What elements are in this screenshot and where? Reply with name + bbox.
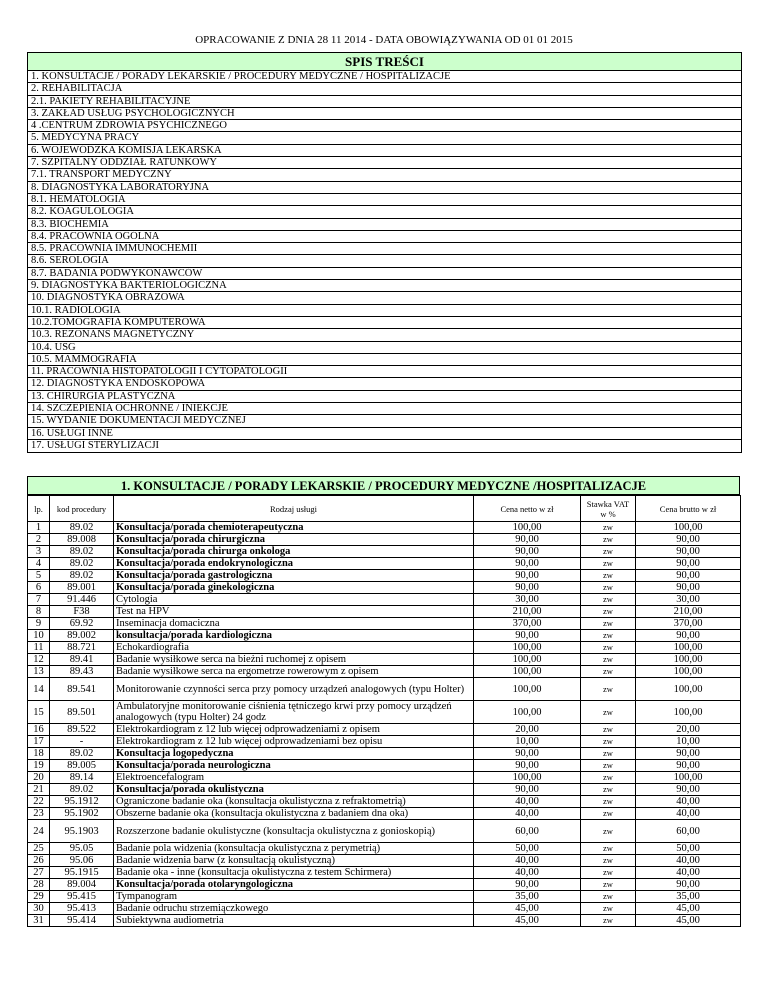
row-lp: 25 bbox=[28, 843, 50, 855]
services-table bbox=[27, 495, 741, 927]
toc-item: 1. KONSULTACJE / PORADY LEKARSKIE / PROCEDURY MEDYCZNE / HOSPITALIZACJE bbox=[28, 71, 741, 83]
row-kod: 89.004 bbox=[50, 879, 114, 891]
table-row bbox=[28, 820, 741, 843]
toc-item: 2.1. PAKIETY REHABILITACYJNE bbox=[28, 96, 741, 108]
table-row bbox=[28, 678, 741, 701]
row-brutto: 90,00 bbox=[636, 879, 741, 891]
row-kod: 95.414 bbox=[50, 915, 114, 927]
row-service-name: Cytologia bbox=[114, 594, 474, 606]
row-vat: zw bbox=[581, 701, 636, 724]
row-netto: 100,00 bbox=[474, 701, 581, 724]
row-netto: 90,00 bbox=[474, 558, 581, 570]
table-row bbox=[28, 915, 741, 927]
col-kod: kod procedury bbox=[50, 496, 114, 522]
table-row bbox=[28, 772, 741, 784]
row-lp: 18 bbox=[28, 748, 50, 760]
row-service-name: Konsultacja/porada chirurgiczna bbox=[114, 534, 474, 546]
row-kod: 89.02 bbox=[50, 784, 114, 796]
row-service-name: Monitorowanie czynności serca przy pomocy urządzeń analogowych (typu Holter) bbox=[114, 678, 474, 701]
row-lp: 17 bbox=[28, 736, 50, 748]
row-netto: 45,00 bbox=[474, 915, 581, 927]
row-netto: 60,00 bbox=[474, 820, 581, 843]
row-netto: 90,00 bbox=[474, 760, 581, 772]
table-row bbox=[28, 796, 741, 808]
row-brutto: 100,00 bbox=[636, 772, 741, 784]
row-kod: 89.501 bbox=[50, 701, 114, 724]
table-row bbox=[28, 808, 741, 820]
table-row bbox=[28, 546, 741, 558]
row-netto: 90,00 bbox=[474, 582, 581, 594]
row-service-name: Obszerne badanie oka (konsultacja okulistyczna z badaniem dna oka) bbox=[114, 808, 474, 820]
row-brutto: 50,00 bbox=[636, 843, 741, 855]
row-lp: 11 bbox=[28, 642, 50, 654]
row-brutto: 90,00 bbox=[636, 784, 741, 796]
toc-item: 10. DIAGNOSTYKA OBRAZOWA bbox=[28, 292, 741, 304]
row-vat: zw bbox=[581, 855, 636, 867]
row-kod: 89.008 bbox=[50, 534, 114, 546]
toc-item: 4 .CENTRUM ZDROWIA PSYCHICZNEGO bbox=[28, 120, 741, 132]
row-netto: 20,00 bbox=[474, 724, 581, 736]
row-lp: 9 bbox=[28, 618, 50, 630]
toc-item: 6. WOJEWÓDZKA KOMISJA LEKARSKA bbox=[28, 145, 741, 157]
toc-item: 8. DIAGNOSTYKA LABORATORYJNA bbox=[28, 182, 741, 194]
row-netto: 90,00 bbox=[474, 784, 581, 796]
col-lp: lp. bbox=[28, 496, 50, 522]
row-netto: 100,00 bbox=[474, 654, 581, 666]
row-service-name: konsultacja/porada kardiologiczna bbox=[114, 630, 474, 642]
row-vat: zw bbox=[581, 618, 636, 630]
row-service-name: Elektroencefalogram bbox=[114, 772, 474, 784]
row-netto: 90,00 bbox=[474, 570, 581, 582]
row-kod: F38 bbox=[50, 606, 114, 618]
row-kod: 89.001 bbox=[50, 582, 114, 594]
row-vat: zw bbox=[581, 808, 636, 820]
row-lp: 19 bbox=[28, 760, 50, 772]
row-netto: 40,00 bbox=[474, 867, 581, 879]
row-service-name: Badanie oka - inne (konsultacja okulistyczna z testem Schirmera) bbox=[114, 867, 474, 879]
table-row bbox=[28, 879, 741, 891]
row-lp: 8 bbox=[28, 606, 50, 618]
row-service-name: Konsultacja/porada ginekologiczna bbox=[114, 582, 474, 594]
row-kod: 95.1903 bbox=[50, 820, 114, 843]
row-kod: 89.02 bbox=[50, 558, 114, 570]
row-brutto: 100,00 bbox=[636, 654, 741, 666]
table-row bbox=[28, 630, 741, 642]
row-brutto: 100,00 bbox=[636, 701, 741, 724]
row-service-name: Elektrokardiogram z 12 lub więcej odprowadzeniami z opisem bbox=[114, 724, 474, 736]
row-vat: zw bbox=[581, 678, 636, 701]
row-vat: zw bbox=[581, 630, 636, 642]
toc-item: 16. USŁUGI INNE bbox=[28, 428, 741, 440]
row-brutto: 45,00 bbox=[636, 915, 741, 927]
row-lp: 3 bbox=[28, 546, 50, 558]
table-row bbox=[28, 903, 741, 915]
row-netto: 370,00 bbox=[474, 618, 581, 630]
row-service-name: Konsultacja/porada okulistyczna bbox=[114, 784, 474, 796]
row-vat: zw bbox=[581, 879, 636, 891]
row-netto: 30,00 bbox=[474, 594, 581, 606]
toc-item: 10.3. REZONANS MAGNETYCZNY bbox=[28, 329, 741, 341]
table-row bbox=[28, 522, 741, 534]
table-row bbox=[28, 654, 741, 666]
row-lp: 14 bbox=[28, 678, 50, 701]
row-vat: zw bbox=[581, 594, 636, 606]
toc-item: 8.4. PRACOWNIA OGÓLNA bbox=[28, 231, 741, 243]
row-vat: zw bbox=[581, 558, 636, 570]
col-rodzaj: Rodzaj usługi bbox=[114, 496, 474, 522]
row-kod: 95.06 bbox=[50, 855, 114, 867]
row-service-name: Konsultacja/porada chirurga onkologa bbox=[114, 546, 474, 558]
table-row bbox=[28, 760, 741, 772]
row-kod: 89.541 bbox=[50, 678, 114, 701]
row-lp: 29 bbox=[28, 891, 50, 903]
table-row bbox=[28, 784, 741, 796]
row-brutto: 210,00 bbox=[636, 606, 741, 618]
row-brutto: 100,00 bbox=[636, 678, 741, 701]
row-brutto: 90,00 bbox=[636, 558, 741, 570]
row-vat: zw bbox=[581, 570, 636, 582]
row-kod: 89.02 bbox=[50, 748, 114, 760]
row-lp: 24 bbox=[28, 820, 50, 843]
row-brutto: 370,00 bbox=[636, 618, 741, 630]
toc-item: 8.7. BADANIA PODWYKONAWCÓW bbox=[28, 268, 741, 280]
toc-item: 8.2. KOAGULOLOGIA bbox=[28, 206, 741, 218]
row-lp: 6 bbox=[28, 582, 50, 594]
table-row bbox=[28, 748, 741, 760]
table-row bbox=[28, 642, 741, 654]
row-netto: 100,00 bbox=[474, 666, 581, 678]
row-netto: 90,00 bbox=[474, 879, 581, 891]
row-vat: zw bbox=[581, 736, 636, 748]
row-netto: 90,00 bbox=[474, 534, 581, 546]
row-netto: 40,00 bbox=[474, 808, 581, 820]
row-kod: 89.41 bbox=[50, 654, 114, 666]
row-kod: 89.02 bbox=[50, 546, 114, 558]
row-brutto: 90,00 bbox=[636, 760, 741, 772]
row-brutto: 40,00 bbox=[636, 867, 741, 879]
toc-item: 15. WYDANIE DOKUMENTACJI MEDYCZNEJ bbox=[28, 415, 741, 427]
row-brutto: 100,00 bbox=[636, 522, 741, 534]
row-brutto: 20,00 bbox=[636, 724, 741, 736]
row-netto: 45,00 bbox=[474, 903, 581, 915]
row-service-name: Inseminacja domaciczna bbox=[114, 618, 474, 630]
document-header: OPRACOWANIE Z DNIA 28 11 2014 - DATA OBOWIĄZYWANIA OD 01 01 2015 bbox=[195, 34, 573, 46]
toc-item: 3. ZAKŁAD USŁUG PSYCHOLOGICZNYCH bbox=[28, 108, 741, 120]
row-brutto: 45,00 bbox=[636, 903, 741, 915]
table-header-row bbox=[28, 496, 741, 522]
table-row bbox=[28, 724, 741, 736]
toc-item: 17. USŁUGI STERYLIZACJI bbox=[31, 439, 160, 451]
toc-item: 10.1. RADIOLOGIA bbox=[28, 305, 741, 317]
row-kod: 95.413 bbox=[50, 903, 114, 915]
table-row bbox=[28, 701, 741, 724]
row-service-name: Test na HPV bbox=[114, 606, 474, 618]
toc-item: 13. CHIRURGIA PLASTYCZNA bbox=[28, 391, 741, 403]
row-lp: 15 bbox=[28, 701, 50, 724]
row-vat: zw bbox=[581, 867, 636, 879]
row-lp: 20 bbox=[28, 772, 50, 784]
toc-item: 12. DIAGNOSTYKA ENDOSKOPOWA bbox=[28, 378, 741, 390]
toc-item: 2. REHABILITACJA bbox=[28, 83, 741, 95]
row-brutto: 30,00 bbox=[636, 594, 741, 606]
toc-item: 8.5. PRACOWNIA IMMUNOCHEMII bbox=[28, 243, 741, 255]
row-vat: zw bbox=[581, 915, 636, 927]
toc-item: 8.6. SEROLOGIA bbox=[28, 255, 741, 267]
col-netto: Cena netto w zł bbox=[474, 496, 581, 522]
row-service-name: Badanie pola widzenia (konsultacja okulistyczna z perymetrią) bbox=[114, 843, 474, 855]
toc-item: 10.5. MAMMOGRAFIA bbox=[28, 354, 741, 366]
row-kod: 95.05 bbox=[50, 843, 114, 855]
row-vat: zw bbox=[581, 534, 636, 546]
row-netto: 35,00 bbox=[474, 891, 581, 903]
row-kod: 89.002 bbox=[50, 630, 114, 642]
table-row bbox=[28, 867, 741, 879]
table-row bbox=[28, 534, 741, 546]
row-lp: 16 bbox=[28, 724, 50, 736]
row-vat: zw bbox=[581, 582, 636, 594]
row-brutto: 90,00 bbox=[636, 748, 741, 760]
row-vat: zw bbox=[581, 796, 636, 808]
row-netto: 90,00 bbox=[474, 748, 581, 760]
row-brutto: 40,00 bbox=[636, 855, 741, 867]
row-lp: 21 bbox=[28, 784, 50, 796]
row-brutto: 10,00 bbox=[636, 736, 741, 748]
row-service-name: Konsultacja/porada endokrynologiczna bbox=[114, 558, 474, 570]
toc-item: 8.3. BIOCHEMIA bbox=[28, 219, 741, 231]
row-netto: 100,00 bbox=[474, 642, 581, 654]
toc-item: 7. SZPITALNY ODDZIAŁ RATUNKOWY bbox=[28, 157, 741, 169]
row-netto: 100,00 bbox=[474, 772, 581, 784]
table-row bbox=[28, 855, 741, 867]
toc-item: 5. MEDYCYNA PRACY bbox=[28, 132, 741, 144]
row-vat: zw bbox=[581, 784, 636, 796]
row-netto: 90,00 bbox=[474, 630, 581, 642]
table-row bbox=[28, 843, 741, 855]
toc-item: 14. SZCZEPIENIA OCHRONNE / INIEKCJE bbox=[28, 403, 741, 415]
row-kod: 89.14 bbox=[50, 772, 114, 784]
row-brutto: 90,00 bbox=[636, 570, 741, 582]
toc-item: 11. PRACOWNIA HISTOPATOLOGII I CYTOPATOLOGII bbox=[28, 366, 741, 378]
row-kod: 89.02 bbox=[50, 522, 114, 534]
row-lp: 26 bbox=[28, 855, 50, 867]
row-kod: 89.005 bbox=[50, 760, 114, 772]
row-kod: 91.446 bbox=[50, 594, 114, 606]
row-vat: zw bbox=[581, 724, 636, 736]
row-service-name: Badanie odruchu strzemiączkowego bbox=[114, 903, 474, 915]
toc-list bbox=[28, 71, 741, 452]
row-service-name: Ambulatoryjne monitorowanie ciśnienia tętniczego krwi przy pomocy urządzeń analogowych (typu Holter) 24 godz bbox=[114, 701, 474, 724]
row-netto: 50,00 bbox=[474, 843, 581, 855]
row-service-name: Ograniczone badanie oka (konsultacja okulistyczna z refraktometrią) bbox=[114, 796, 474, 808]
table-row bbox=[28, 570, 741, 582]
row-lp: 28 bbox=[28, 879, 50, 891]
row-lp: 13 bbox=[28, 666, 50, 678]
row-service-name: Badanie wysiłkowe serca na bieżni ruchomej z opisem bbox=[114, 654, 474, 666]
table-row bbox=[28, 618, 741, 630]
table-row bbox=[28, 594, 741, 606]
table-row bbox=[28, 666, 741, 678]
row-lp: 5 bbox=[28, 570, 50, 582]
row-vat: zw bbox=[581, 843, 636, 855]
col-brutto: Cena brutto w zł bbox=[636, 496, 741, 522]
row-lp: 30 bbox=[28, 903, 50, 915]
row-service-name: Konsultacja/porada gastrologiczna bbox=[114, 570, 474, 582]
table-row bbox=[28, 736, 741, 748]
row-brutto: 60,00 bbox=[636, 820, 741, 843]
row-netto: 40,00 bbox=[474, 796, 581, 808]
row-vat: zw bbox=[581, 642, 636, 654]
row-service-name: Rozszerzone badanie okulistyczne (konsultacja okulistyczna z gonioskopią) bbox=[114, 820, 474, 843]
row-service-name: Badanie widzenia barw (z konsultacją okulistyczną) bbox=[114, 855, 474, 867]
table-row bbox=[28, 582, 741, 594]
row-netto: 40,00 bbox=[474, 855, 581, 867]
row-service-name: Elektrokardiogram z 12 lub więcej odprowadzeniami bez opisu bbox=[114, 736, 474, 748]
section-title: 1. KONSULTACJE / PORADY LEKARSKIE / PROCEDURY MEDYCZNE /HOSPITALIZACJE bbox=[27, 476, 740, 495]
row-lp: 7 bbox=[28, 594, 50, 606]
row-service-name: Badanie wysiłkowe serca na ergometrze rowerowym z opisem bbox=[114, 666, 474, 678]
row-vat: zw bbox=[581, 760, 636, 772]
row-kod: 89.43 bbox=[50, 666, 114, 678]
toc-item: 10.2.TOMOGRAFIA KOMPUTEROWA bbox=[28, 317, 741, 329]
row-netto: 100,00 bbox=[474, 678, 581, 701]
row-vat: zw bbox=[581, 522, 636, 534]
row-kod: 69.92 bbox=[50, 618, 114, 630]
table-of-contents bbox=[27, 52, 742, 453]
row-service-name: Konsultacja logopedyczna bbox=[114, 748, 474, 760]
row-lp: 2 bbox=[28, 534, 50, 546]
row-lp: 31 bbox=[28, 915, 50, 927]
row-vat: zw bbox=[581, 546, 636, 558]
row-brutto: 100,00 bbox=[636, 642, 741, 654]
toc-item: 8.1. HEMATOLOGIA bbox=[28, 194, 741, 206]
row-service-name: Tympanogram bbox=[114, 891, 474, 903]
row-kod: 95.1912 bbox=[50, 796, 114, 808]
row-brutto: 90,00 bbox=[636, 546, 741, 558]
col-vat: Stawka VAT w % bbox=[581, 496, 636, 522]
row-brutto: 40,00 bbox=[636, 796, 741, 808]
row-service-name: Subiektywna audiometria bbox=[114, 915, 474, 927]
row-kod: 88.721 bbox=[50, 642, 114, 654]
row-brutto: 90,00 bbox=[636, 630, 741, 642]
row-lp: 1 bbox=[28, 522, 50, 534]
row-vat: zw bbox=[581, 666, 636, 678]
row-lp: 27 bbox=[28, 867, 50, 879]
row-netto: 100,00 bbox=[474, 522, 581, 534]
table-row bbox=[28, 606, 741, 618]
row-brutto: 35,00 bbox=[636, 891, 741, 903]
row-vat: zw bbox=[581, 891, 636, 903]
row-brutto: 100,00 bbox=[636, 666, 741, 678]
row-netto: 90,00 bbox=[474, 546, 581, 558]
row-lp: 22 bbox=[28, 796, 50, 808]
row-brutto: 90,00 bbox=[636, 582, 741, 594]
row-vat: zw bbox=[581, 606, 636, 618]
row-lp: 12 bbox=[28, 654, 50, 666]
row-kod: - bbox=[50, 736, 114, 748]
row-netto: 10,00 bbox=[474, 736, 581, 748]
row-service-name: Konsultacja/porada otolaryngologiczna bbox=[114, 879, 474, 891]
row-lp: 4 bbox=[28, 558, 50, 570]
row-vat: zw bbox=[581, 772, 636, 784]
row-brutto: 40,00 bbox=[636, 808, 741, 820]
table-row bbox=[28, 891, 741, 903]
row-vat: zw bbox=[581, 654, 636, 666]
row-vat: zw bbox=[581, 748, 636, 760]
row-lp: 10 bbox=[28, 630, 50, 642]
row-brutto: 90,00 bbox=[636, 534, 741, 546]
row-kod: 95.415 bbox=[50, 891, 114, 903]
row-kod: 89.522 bbox=[50, 724, 114, 736]
row-service-name: Konsultacja/porada neurologiczna bbox=[114, 760, 474, 772]
row-kod: 89.02 bbox=[50, 570, 114, 582]
row-lp: 23 bbox=[28, 808, 50, 820]
row-kod: 95.1902 bbox=[50, 808, 114, 820]
row-service-name: Echokardiografia bbox=[114, 642, 474, 654]
row-vat: zw bbox=[581, 820, 636, 843]
row-vat: zw bbox=[581, 903, 636, 915]
toc-item: 9. DIAGNOSTYKA BAKTERIOLOGICZNA bbox=[28, 280, 741, 292]
toc-item: 10.4. USG bbox=[28, 342, 741, 354]
toc-item: 7.1. TRANSPORT MEDYCZNY bbox=[28, 169, 741, 181]
row-netto: 210,00 bbox=[474, 606, 581, 618]
row-kod: 95.1915 bbox=[50, 867, 114, 879]
table-row bbox=[28, 558, 741, 570]
row-service-name: Konsultacja/porada chemioterapeutyczna bbox=[114, 522, 474, 534]
toc-title: SPIS TREŚCI bbox=[28, 53, 741, 71]
